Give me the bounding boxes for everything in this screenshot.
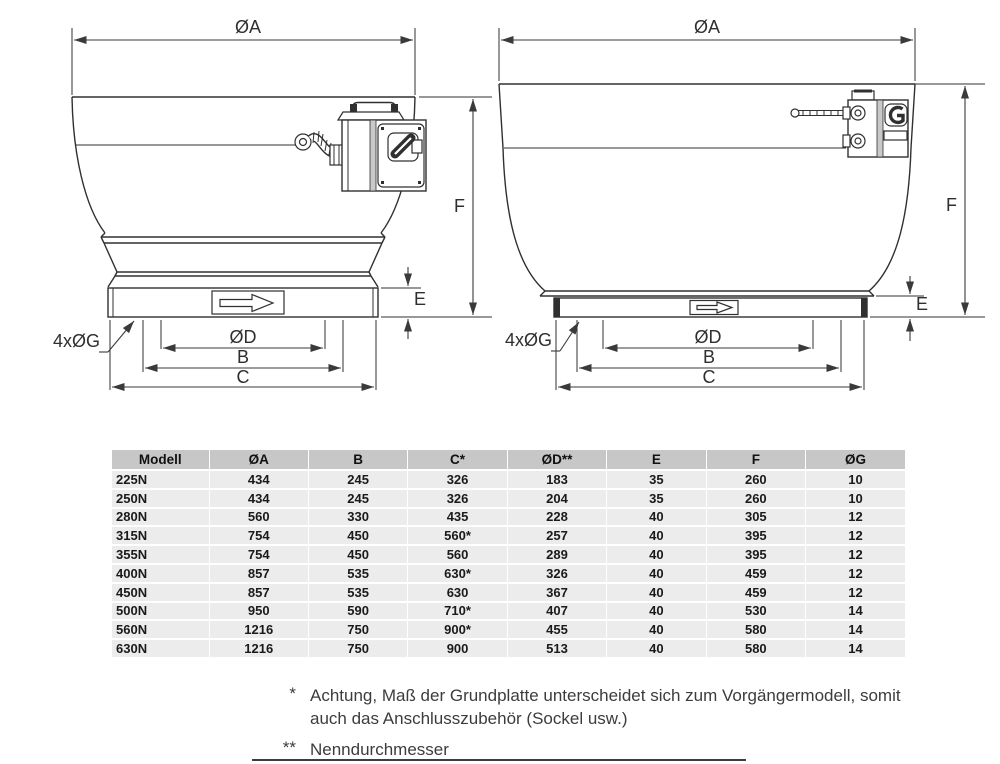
dim-label-e-left: E bbox=[414, 289, 427, 309]
table-row bbox=[112, 508, 905, 527]
value-cell: 560* bbox=[408, 526, 507, 545]
table-row bbox=[112, 602, 905, 621]
dim-label-holes-left: 4xØG bbox=[53, 331, 101, 351]
value-cell: 289 bbox=[507, 545, 606, 564]
value-cell: 395 bbox=[706, 526, 805, 545]
value-cell: 228 bbox=[507, 508, 606, 527]
value-cell: 407 bbox=[507, 602, 606, 621]
dim-label-c-right: C bbox=[702, 367, 716, 387]
value-cell: 1216 bbox=[209, 620, 308, 639]
dim-label-diameter-d-right: ØD bbox=[694, 327, 722, 347]
dim-label-b-left: B bbox=[236, 347, 250, 367]
column-header: E bbox=[607, 450, 706, 470]
footnote-2-text: Nenndurchmesser bbox=[310, 740, 449, 759]
value-cell: 900 bbox=[408, 639, 507, 658]
value-cell: 12 bbox=[806, 545, 905, 564]
fan-drawing-right bbox=[499, 17, 985, 390]
value-cell: 754 bbox=[209, 545, 308, 564]
model-cell: 315N bbox=[112, 526, 209, 545]
value-cell: 40 bbox=[607, 583, 706, 602]
model-cell: 630N bbox=[112, 639, 209, 658]
footnote-2-marker: ** bbox=[282, 738, 296, 757]
value-cell: 260 bbox=[706, 470, 805, 489]
value-cell: 40 bbox=[607, 564, 706, 583]
table-row bbox=[112, 564, 905, 583]
column-header: B bbox=[308, 450, 407, 470]
footer-divider bbox=[252, 759, 746, 761]
table-row bbox=[112, 545, 905, 564]
value-cell: 1216 bbox=[209, 639, 308, 658]
value-cell: 305 bbox=[706, 508, 805, 527]
value-cell: 14 bbox=[806, 639, 905, 658]
table-row bbox=[112, 639, 905, 658]
value-cell: 367 bbox=[507, 583, 606, 602]
value-cell: 434 bbox=[209, 489, 308, 508]
value-cell: 750 bbox=[308, 639, 407, 658]
value-cell: 204 bbox=[507, 489, 606, 508]
value-cell: 40 bbox=[607, 620, 706, 639]
dim-label-e-right: E bbox=[916, 294, 929, 314]
value-cell: 12 bbox=[806, 508, 905, 527]
column-header: F bbox=[706, 450, 805, 470]
value-cell: 459 bbox=[706, 583, 805, 602]
dim-label-diameter-a-right: ØA bbox=[693, 17, 721, 37]
value-cell: 12 bbox=[806, 526, 905, 545]
dim-label-f-right: F bbox=[946, 195, 957, 215]
dim-label-b-right: B bbox=[702, 347, 716, 367]
value-cell: 455 bbox=[507, 620, 606, 639]
value-cell: 10 bbox=[806, 470, 905, 489]
value-cell: 434 bbox=[209, 470, 308, 489]
column-header: Modell bbox=[112, 450, 209, 470]
value-cell: 950 bbox=[209, 602, 308, 621]
value-cell: 580 bbox=[706, 639, 805, 658]
value-cell: 560 bbox=[408, 545, 507, 564]
value-cell: 630 bbox=[408, 583, 507, 602]
value-cell: 257 bbox=[507, 526, 606, 545]
column-header: C* bbox=[408, 450, 507, 470]
dim-label-diameter-d-left: ØD bbox=[229, 327, 257, 347]
model-cell: 450N bbox=[112, 583, 209, 602]
dimensions-table bbox=[112, 450, 905, 659]
value-cell: 10 bbox=[806, 489, 905, 508]
value-cell: 750 bbox=[308, 620, 407, 639]
model-cell: 280N bbox=[112, 508, 209, 527]
footnote-1-text: Achtung, Maß der Grundplatte unterscheidet sich zum Vorgängermodell, somit auch das Anschlusszubehör (Sockel usw.) bbox=[310, 686, 901, 728]
value-cell: 245 bbox=[308, 470, 407, 489]
table-row bbox=[112, 583, 905, 602]
value-cell: 535 bbox=[308, 583, 407, 602]
value-cell: 12 bbox=[806, 583, 905, 602]
value-cell: 330 bbox=[308, 508, 407, 527]
dim-label-f-left: F bbox=[454, 196, 465, 216]
value-cell: 710* bbox=[408, 602, 507, 621]
value-cell: 183 bbox=[507, 470, 606, 489]
dim-label-diameter-a-left: ØA bbox=[234, 17, 262, 37]
terminal-box-left bbox=[295, 103, 426, 192]
value-cell: 900* bbox=[408, 620, 507, 639]
table-row bbox=[112, 620, 905, 639]
value-cell: 14 bbox=[806, 620, 905, 639]
terminal-box-right bbox=[791, 90, 908, 158]
value-cell: 435 bbox=[408, 508, 507, 527]
value-cell: 395 bbox=[706, 545, 805, 564]
value-cell: 326 bbox=[507, 564, 606, 583]
table-header-row bbox=[112, 450, 905, 470]
table-row bbox=[112, 470, 905, 489]
column-header: ØA bbox=[209, 450, 308, 470]
value-cell: 590 bbox=[308, 602, 407, 621]
value-cell: 450 bbox=[308, 545, 407, 564]
model-cell: 500N bbox=[112, 602, 209, 621]
value-cell: 459 bbox=[706, 564, 805, 583]
value-cell: 260 bbox=[706, 489, 805, 508]
value-cell: 450 bbox=[308, 526, 407, 545]
value-cell: 40 bbox=[607, 545, 706, 564]
value-cell: 513 bbox=[507, 639, 606, 658]
model-cell: 560N bbox=[112, 620, 209, 639]
value-cell: 245 bbox=[308, 489, 407, 508]
value-cell: 40 bbox=[607, 639, 706, 658]
value-cell: 12 bbox=[806, 564, 905, 583]
value-cell: 560 bbox=[209, 508, 308, 527]
model-cell: 250N bbox=[112, 489, 209, 508]
value-cell: 580 bbox=[706, 620, 805, 639]
fan-drawing-left bbox=[53, 17, 492, 390]
value-cell: 630* bbox=[408, 564, 507, 583]
value-cell: 326 bbox=[408, 470, 507, 489]
column-header: ØD** bbox=[507, 450, 606, 470]
value-cell: 857 bbox=[209, 583, 308, 602]
value-cell: 40 bbox=[607, 602, 706, 621]
model-cell: 400N bbox=[112, 564, 209, 583]
dimensions-table-body bbox=[112, 470, 905, 658]
table-row bbox=[112, 526, 905, 545]
dim-label-c-left: C bbox=[236, 367, 250, 387]
value-cell: 326 bbox=[408, 489, 507, 508]
model-cell: 225N bbox=[112, 470, 209, 489]
value-cell: 14 bbox=[806, 602, 905, 621]
value-cell: 35 bbox=[607, 489, 706, 508]
value-cell: 754 bbox=[209, 526, 308, 545]
value-cell: 857 bbox=[209, 564, 308, 583]
dim-label-holes-right: 4xØG bbox=[505, 330, 553, 350]
value-cell: 530 bbox=[706, 602, 805, 621]
column-header: ØG bbox=[806, 450, 905, 470]
footnote-1-marker: * bbox=[289, 684, 296, 703]
table-row bbox=[112, 489, 905, 508]
value-cell: 35 bbox=[607, 470, 706, 489]
value-cell: 40 bbox=[607, 508, 706, 527]
value-cell: 40 bbox=[607, 526, 706, 545]
model-cell: 355N bbox=[112, 545, 209, 564]
value-cell: 535 bbox=[308, 564, 407, 583]
